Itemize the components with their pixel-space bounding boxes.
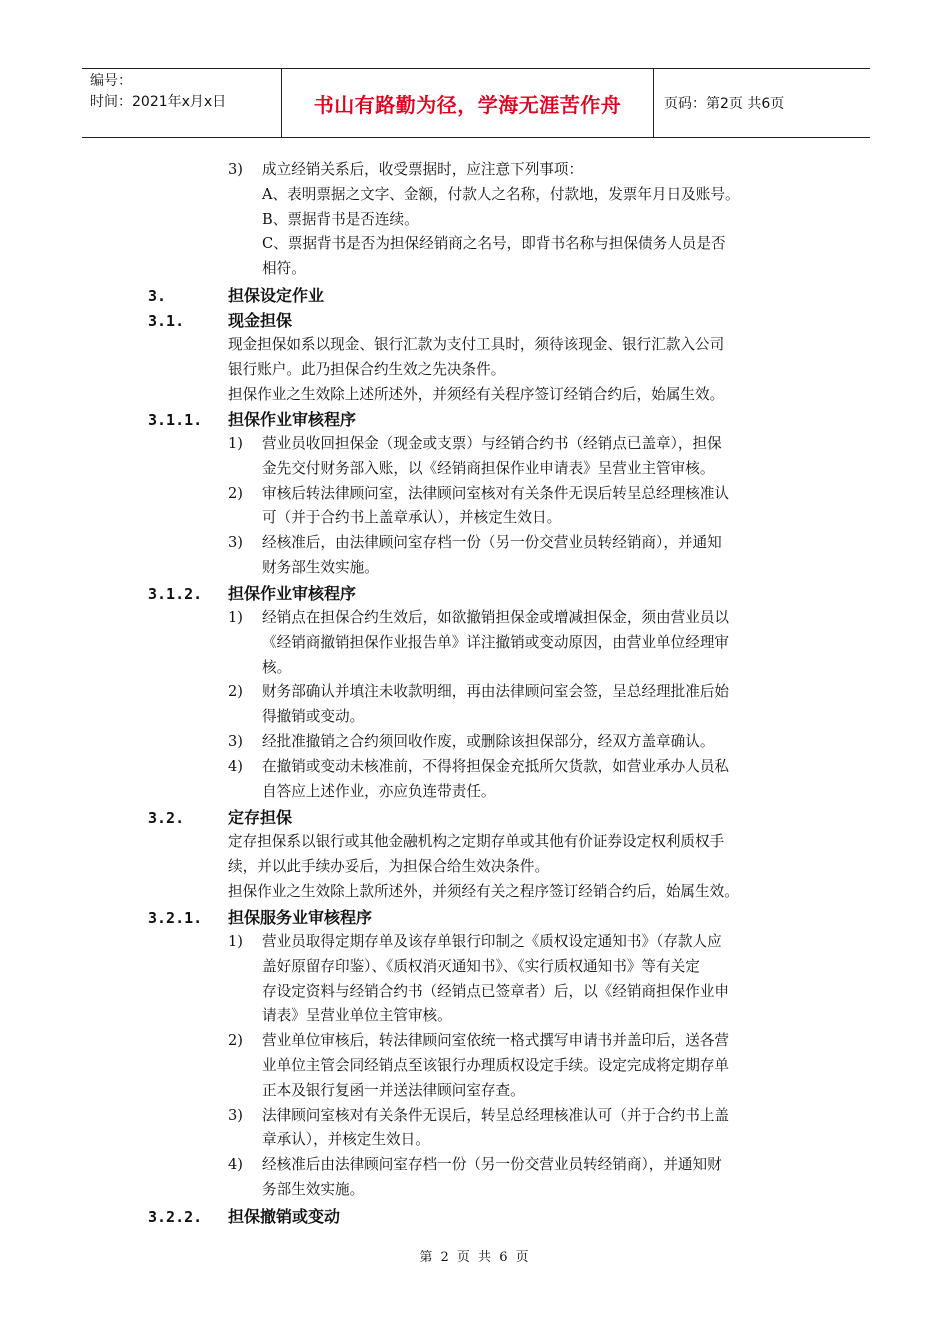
item-line: 存设定资料与经销合约书（经销点已签章者）后，以《经销商担保作业申 bbox=[262, 982, 730, 1000]
item-number: 2) bbox=[228, 683, 243, 701]
item-line: 经销点在担保合约生效后，如欲撤销担保金或增减担保金，须由营业员以 bbox=[262, 609, 730, 626]
doc-date-label: 时间：2021年x月x日 bbox=[90, 94, 227, 110]
item-line: 营业单位审核后，转法律顾问室依统一格式撰写申请书并盖印后，送各营 bbox=[262, 1032, 730, 1050]
item-line: 法律顾问室核对有关条件无误后，转呈总经理核准认可（并于合约书上盖 bbox=[262, 1106, 730, 1124]
page-footer: 第 2 页 共 6 页 bbox=[419, 1250, 531, 1265]
item-line: 在撤销或变动未核准前，不得将担保金充抵所欠货款，如营业承办人员私 bbox=[262, 757, 730, 775]
sub-item-line: A、表明票据之文字、金额，付款人之名称，付款地，发票年月日及账号。 bbox=[262, 185, 740, 203]
item-line: 务部生效实施。 bbox=[262, 1181, 365, 1198]
doc-number-label: 编号： bbox=[90, 73, 132, 89]
item-line: 可（并于合约书上盖章承认），并核定生效日。 bbox=[262, 509, 562, 527]
item-line: 财务部确认并填注未收款明细，再由法律顾问室会签，呈总经理批准后始 bbox=[262, 683, 730, 701]
item-number: 3) bbox=[228, 733, 243, 750]
item-line: 得撤销或变动。 bbox=[262, 708, 365, 726]
section-number: 3. bbox=[148, 287, 167, 305]
section-title: 担保作业审核程序 bbox=[228, 584, 357, 603]
sub-item-line: 相符。 bbox=[262, 260, 306, 278]
item-line: 审核后转法律顾问室，法律顾问室核对有关条件无误后转呈总经理核准认 bbox=[262, 484, 730, 502]
section-title: 担保撤销或变动 bbox=[228, 1207, 341, 1226]
sub-item-line: C、票据背书是否为担保经销商之名号，即背书名称与担保债务人员是否 bbox=[262, 235, 726, 253]
item-line: 盖好原留存印鉴）、《质权消灭通知书》、《实行质权通知书》等有关定 bbox=[262, 957, 700, 975]
item-line: 成立经销关系后，收受票据时，应注意下列事项： bbox=[262, 161, 584, 178]
section-title: 定存担保 bbox=[228, 808, 293, 827]
item-number: 4) bbox=[228, 1156, 243, 1174]
paragraph-line: 现金担保如系以现金、银行汇款为支付工具时，须待该现金、银行汇款入公司 bbox=[228, 336, 725, 353]
item-line: 金先交付财务部入账，以《经销商担保作业申请表》呈营业主管审核。 bbox=[262, 459, 715, 477]
item-line: 章承认），并核定生效日。 bbox=[262, 1131, 430, 1149]
item-line: 业单位主管会同经销点至该银行办理质权设定手续。设定完成将定期存单 bbox=[262, 1057, 730, 1074]
header-motto: 书山有路勤为径，学海无涯苦作舟 bbox=[282, 69, 654, 137]
item-number: 1) bbox=[228, 435, 243, 452]
item-number: 3) bbox=[228, 1106, 243, 1124]
section-title: 现金担保 bbox=[228, 311, 293, 330]
paragraph-line: 续，并以此手续办妥后，为担保合给生效决条件。 bbox=[228, 857, 550, 875]
item-line: 财务部生效实施。 bbox=[262, 559, 379, 576]
section-number: 3.2. bbox=[148, 809, 185, 827]
item-line: 经核准后，由法律顾问室存档一份（另一份交营业员转经销商），并通知 bbox=[262, 534, 722, 552]
section-number: 3.1. bbox=[148, 312, 185, 330]
paragraph-line: 定存担保系以银行或其他金融机构之定期存单或其他有价证券设定权利质权手 bbox=[228, 833, 725, 850]
page-header bbox=[82, 68, 870, 138]
paragraph-line: 担保作业之生效除上款所述外，并须经有关之程序签订经销合约后，始属生效。 bbox=[228, 882, 739, 900]
item-line: 请表》呈营业单位主管审核。 bbox=[262, 1007, 452, 1025]
paragraph-line: 银行账户。此乃担保合约生效之先决条件。 bbox=[228, 360, 506, 378]
header-meta bbox=[82, 69, 282, 137]
item-number: 4) bbox=[228, 757, 243, 775]
section-number: 3.1.2. bbox=[148, 585, 203, 603]
item-line: 经批准撤销之合约须回收作废，或删除该担保部分，经双方盖章确认。 bbox=[262, 733, 715, 750]
item-line: 正本及银行复函一并送法律顾问室存查。 bbox=[262, 1081, 525, 1099]
section-number: 3.2.2. bbox=[148, 1208, 203, 1226]
item-number: 1) bbox=[228, 609, 243, 626]
item-line: 《经销商撤销担保作业报告单》详注撤销或变动原因，由营业单位经理审 bbox=[262, 633, 730, 651]
item-line: 经核准后由法律顾问室存档一份（另一份交营业员转经销商），并通知财 bbox=[262, 1156, 722, 1174]
sub-item-line: B、票据背书是否连续。 bbox=[262, 210, 419, 228]
item-line: 自答应上述作业，亦应负连带责任。 bbox=[262, 782, 496, 800]
item-number: 2) bbox=[228, 484, 243, 502]
section-title: 担保服务业审核程序 bbox=[228, 908, 373, 927]
item-line: 营业员取得定期存单及该存单银行印制之《质权设定通知书》（存款人应 bbox=[262, 933, 722, 950]
section-number: 3.1.1. bbox=[148, 411, 203, 429]
paragraph-line: 担保作业之生效除上述所述外，并须经有关程序签订经销合约后，始属生效。 bbox=[228, 385, 725, 403]
item-line: 核。 bbox=[262, 658, 292, 676]
header-page-info: 页码：第2页 共6页 bbox=[664, 96, 785, 112]
section-title: 担保设定作业 bbox=[228, 286, 325, 305]
section-number: 3.2.1. bbox=[148, 909, 203, 927]
item-number: 1) bbox=[228, 933, 243, 950]
item-number: 3) bbox=[228, 534, 243, 552]
item-line: 营业员收回担保金（现金或支票）与经销合约书（经销点已盖章），担保 bbox=[262, 435, 722, 452]
item-number: 2) bbox=[228, 1032, 243, 1050]
section-title: 担保作业审核程序 bbox=[228, 410, 357, 429]
item-number: 3) bbox=[228, 161, 243, 178]
